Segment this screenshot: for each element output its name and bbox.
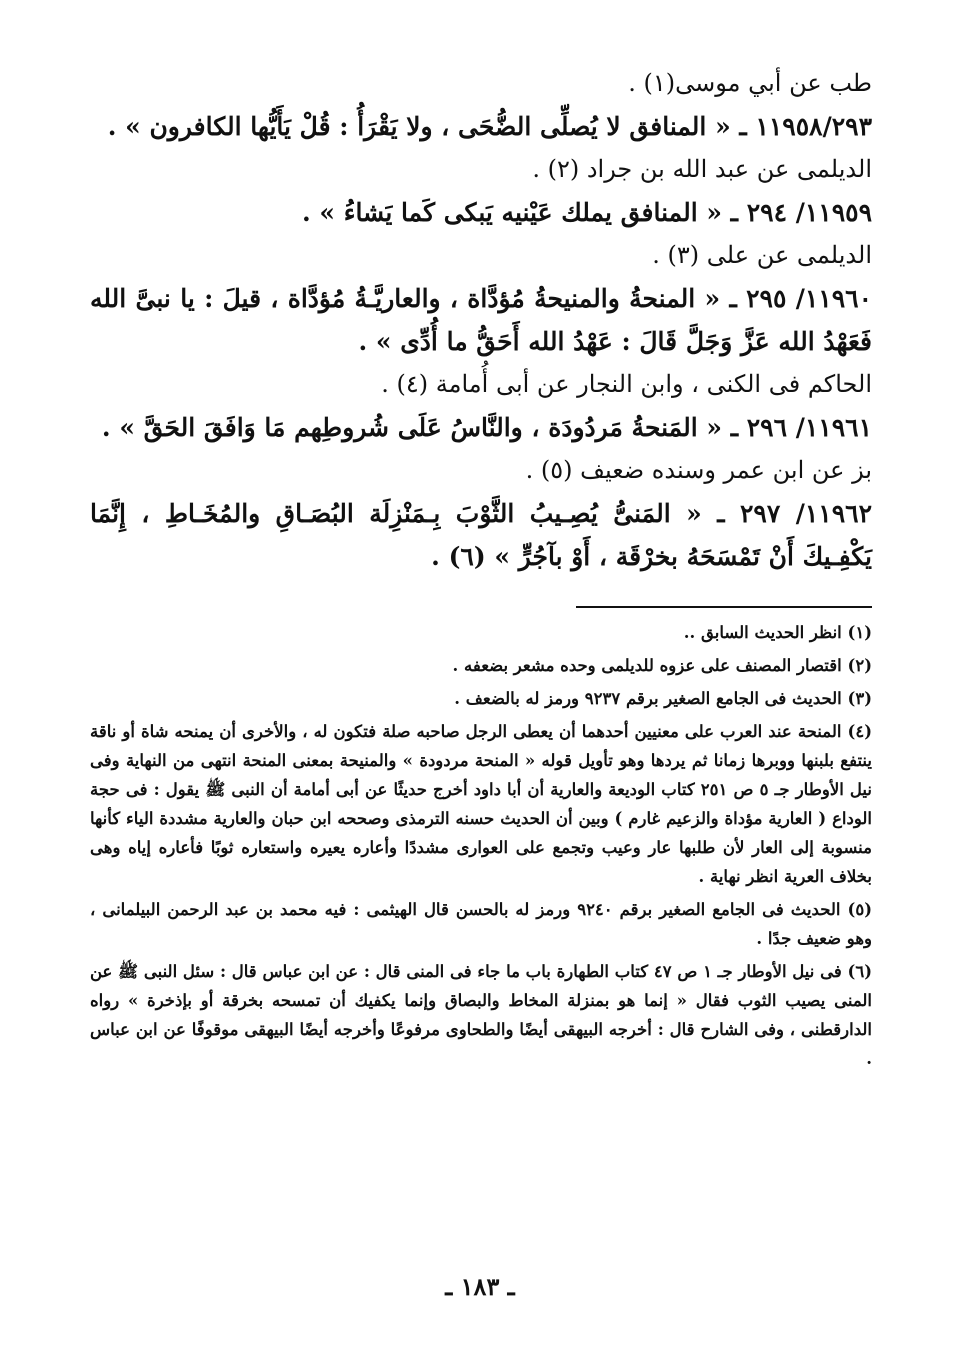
- footnote: (٢) اقتصار المصنف على عزوه للديلمى وحده مشعر بضعفه .: [452, 656, 872, 675]
- source-line: الحاكم فى الكنى ، وابن النجار عن أبى أُمامة (٤) .: [381, 370, 872, 398]
- main-text: [90, 62, 872, 578]
- hadith-entry: ١١٩٦١/ ٢٩٦ ـ « المَنحةُ مَردُودَة ، والنَّاسُ عَلَى شُروطِهم مَا وَافَقَ الحَقَّ » .: [101, 413, 872, 442]
- footnote: (٤) المنحة عند العرب على معنيين أحدهما أن يعطى الرجل صاحبه صلة فتكون له ، والأخرى أن يمنحه شاة أو ناقة ينتفع بلبنها ووبرها زمانا ثم يردها وهو تأويل قوله « المنحة مردودة » والمنيحة بمعنى المنحة انتهى من النهاية وفى نيل الأوطار جـ ٥ ص ٢٥١ كتاب الوديعة والعارية أن أبا داود أخرج حديثًا عن أبى أمامة أن النبى ﷺ يقول : فى حجة الوداع ( العارية مؤداة والزعيم غارم ) وبين أن الحديث حسنه الترمذى وصححه ابن حبان والعارية مشددة الياء كأنها منسوبة إلى العار لأن طلبها عار وعيب وتجمع على العوارى مشددًا وأعاره يعيره واستعاره ثوبًا فأعاره إياه وهى بخلاف العرية انظر نهاية .: [90, 722, 872, 886]
- footnote: (٣) الحديث فى الجامع الصغير برقم ٩٢٣٧ ورمز له بالضعف .: [454, 689, 872, 708]
- footnote-divider: [576, 606, 872, 608]
- source-line: بز عن ابن عمر وسنده ضعيف (٥) .: [525, 456, 872, 484]
- hadith-entry: ١١٩٦٠/ ٢٩٥ ـ « المنحةُ والمنيحةُ مُؤدَّاة ، والعاريَّـةُ مُؤدَّاة ، قيلَ : يا نبىَّ الله فَعَهْدُ الله عَزَّ وَجَلَّ قَالَ : عَهْدُ الله أَحَقُّ ما أُدِّى » .: [90, 284, 873, 356]
- hadith-entry: ١١٩٦٢/ ٢٩٧ ـ « المَنىُّ يُصِـيبُ الثَّوْبَ بِـمَنْزِلَة البُصَـاقِ والمُخَـاطِ ، إِنَّمَا يَكْفِـيكَ أَنْ تَمْسَحَهُ بخرْقَة ، أَوْ بآجُرٍّ » (٦) .: [90, 499, 872, 571]
- footnotes: [90, 618, 872, 1073]
- source-line: الديلمى عن عبد الله بن جراد (٢) .: [532, 155, 872, 183]
- source-line: الديلمى عن على (٣) .: [652, 241, 872, 269]
- hadith-entry: ١١٩٥٩/ ٢٩٤ ـ « المنافق يملك عَيْنيه يَبكى كَما يَشاءُ » .: [301, 198, 872, 227]
- footnote: (٥) الحديث فى الجامع الصغير برقم ٩٢٤٠ ورمز له بالحسن قال الهيثمى : فيه محمد بن عبد الرحمن البيلمانى ، وهو ضعيف جدًا .: [90, 900, 872, 948]
- source-line: طب عن أبي موسى(١) .: [628, 69, 872, 97]
- footnote: (٦) فى نيل الأوطار جـ ١ ص ٤٧ كتاب الطهارة باب ما جاء فى المنى قال : عن ابن عباس قال : سئل النبى ﷺ عن المنى يصيب الثوب فقال « إنما هو بمنزلة المخاط والبصاق وإنما يكفيك أن تمسحه بخرقة أو بإذخرة » رواه الدارقطنى ، وفى الشارح قال : أخرجه البيهقى أيضًا والطحاوى مرفوعًا وأخرجه أيضًا البيهقى موقوفًا عن ابن عباس .: [90, 962, 873, 1068]
- page-number: ـ ١٨٣ ـ: [445, 1272, 515, 1301]
- footnote: (١) انظر الحديث السابق ..: [683, 623, 872, 642]
- page-body: [90, 62, 872, 1077]
- hadith-entry: ١١٩٥٨/٢٩٣ ـ « المنافق لا يُصلِّى الضُّحَى ، ولا يَقْرَأُ : قُلْ يَأَيُّها الكافرون » .: [107, 112, 872, 141]
